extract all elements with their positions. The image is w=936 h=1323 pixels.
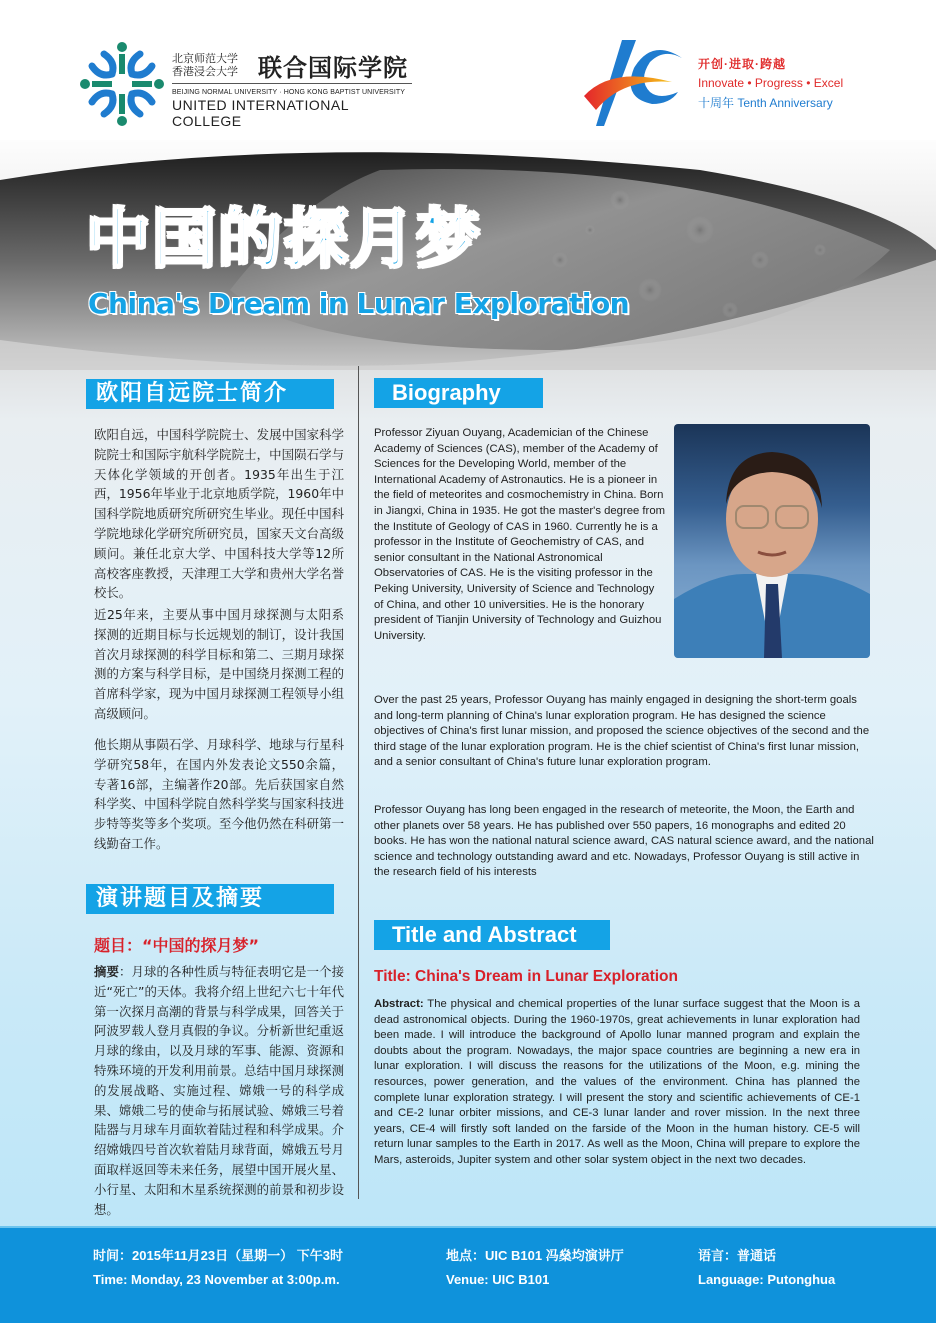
uic-parent-universities-cn bbox=[172, 53, 256, 79]
poster-title-cn: 中国的探月梦 bbox=[86, 203, 482, 277]
event-language bbox=[698, 1244, 835, 1292]
column-divider bbox=[358, 366, 359, 1199]
poster-title-en: China's Dream in Lunar Exploration bbox=[88, 287, 630, 320]
anniversary-motto-en: Innovate • Progress • Excel bbox=[698, 76, 844, 90]
event-time-cn: 时间：2015年11月23日（星期一） 下午3时 bbox=[93, 1248, 343, 1263]
event-language-cn: 语言：普通话 bbox=[698, 1248, 777, 1263]
event-language-en: Language: Putonghua bbox=[698, 1272, 836, 1287]
tenth-anniversary-label: 十周年 Tenth Anniversary bbox=[698, 96, 833, 110]
poster-header bbox=[0, 0, 936, 140]
bio-paragraph-cn-2: 近25年来，主要从事中国月球探测与太阳系探测的近期目标与长远规划的制订，设计我国首次月球探测的科学目标和第二、三期月球探测的方案与科学目标，是中国绕月探测工程的首席科学家，现为中国月球探测工程领导小组高级顾问。 bbox=[94, 607, 344, 721]
uic-wordmark bbox=[172, 50, 412, 129]
abstract-cn bbox=[94, 962, 344, 1219]
abstract-text-cn: ：月球的各种性质与特征表明它是一个接近“死亡”的天体。我将介绍上世纪六七十年代第一次探月高潮的背景与科学成果，回答关于阿波罗载人登月真假的争议。分析新世纪重返月球的缘由，以及月球的军事、能源、资源和特殊环境的开发利用前景。总结中国月球探测的发展战略、实施过程、嫦娥一号的科学成果、嫦娥二号的使命与拓展试验、嫦娥三号着陆器与月球车月面软着陆过程和科学成果。介绍嫦娥四号首次软着陆月球背面，嫦娥五号月面取样返回等未来任务，展望中国开展火星、小行星、太阳和木星系统探测的前景和初步设想。 bbox=[94, 964, 345, 1217]
abstract-en bbox=[374, 997, 860, 1169]
anniversary-motto-cn: 开创·进取·跨越 bbox=[698, 57, 786, 71]
bnu-name-cn: 北京师范大学 bbox=[172, 52, 238, 65]
abstract-label-cn: 摘要 bbox=[94, 964, 120, 979]
event-venue-en: Venue: UIC B101 bbox=[446, 1272, 550, 1287]
uic-parent-universities-en: BEIJING NORMAL UNIVERSITY · HONG KONG BAPTIST UNIVERSITY bbox=[172, 89, 406, 96]
bio-paragraph-cn-1: 欧阳自远，中国科学院院士、发展中国家科学院院士和国际宇航科学院院士，中国陨石学与天体化学领域的开创者。1935年出生于江西，1956年毕业于北京地质学院，1960年中国科学院地质研究所研究生毕业。现任中国科学院地球化学研究所研究员，国家天文台高级顾问。兼任北京大学、中国科技大学等12所高校客座教授，天津理工大学和贵州大学名誉校长。 bbox=[94, 427, 344, 601]
abstract-label-en: Abstract: bbox=[374, 998, 424, 1010]
bio-paragraph-en-2: Over the past 25 years, Professor Ouyang has mainly engaged in designing the short-term goals and long-term planning of China's lunar exploration program. He has designed the science objectives of China's first lunar mission, and proposed the science objectives of the second and the third stage of the lunar exploration program. He is the chief scientist of China's first lunar mission, and a senior consultant of China's future lunar exploration program. bbox=[374, 694, 870, 769]
event-time bbox=[93, 1244, 343, 1292]
anniversary-wordmark bbox=[698, 55, 843, 111]
bio-heading-en: Biography bbox=[374, 378, 543, 408]
uic-name-cn: 联合国际学院 bbox=[258, 55, 408, 82]
talk-title-en: Title: China's Dream in Lunar Exploration bbox=[374, 968, 678, 985]
hkbu-name-cn: 香港浸会大学 bbox=[172, 65, 238, 78]
event-venue bbox=[446, 1244, 624, 1292]
event-venue-cn: 地点：UIC B101 冯燊均演讲厅 bbox=[446, 1248, 624, 1263]
portrait-photo bbox=[674, 424, 870, 658]
uic-name-en: UNITED INTERNATIONAL COLLEGE bbox=[172, 97, 349, 129]
event-info-footer bbox=[0, 1226, 936, 1323]
event-time-en: Time: Monday, 23 November at 3:00p.m. bbox=[93, 1272, 340, 1287]
bio-paragraph-cn-3: 他长期从事陨石学、月球科学、地球与行星科学研究58年，在国内外发表论文550余篇，专著16部，主编著作20部。先后获国家自然科学奖、中国科学院自然科学奖与国家科技进步特等奖等多个奖项。至今他仍然在科研第一线勤奋工作。 bbox=[94, 737, 344, 851]
uic-logo-icon bbox=[78, 40, 166, 128]
talk-heading-cn: 演讲题目及摘要 bbox=[86, 884, 334, 914]
tenth-anniversary-logo-icon bbox=[582, 38, 692, 130]
bio-paragraph-en-1: Professor Ziyuan Ouyang, Academician of the Chinese Academy of Sciences (CAS), member of the Academy of Sciences for the Developing World, member of the International Academy of Astronautics. He is a pioneer in the field of meteorites and cosmochemistry in China. Born in Jiangxi, China in 1935. He got the master's degree from the Institute of Geology of CAS in 1960. Currently he is a professor in the Institute of Geochemistry of CAS, and senior consultant in the National Astronomical Observatories of CAS. He is the visiting professor in the Peking University, University of Science and Technology of China, and other 10 universities. He is the honorary president of Tianjin University of Technology and Guizhou University. bbox=[374, 427, 666, 642]
portrait-illustration bbox=[674, 424, 870, 658]
abstract-text-en: The physical and chemical properties of the lunar surface suggest that the Moon is a dead astronomical objects. During the 1960-1970s, great achievements in lunar exploration had been made. I will introduce the background of Apollo lunar manned program and explain the doubts about the program. Nowadays, the major space countries are beginning a new era in lunar exploration. I will discuss the reasons for the utilizations of the Moon, e.g. mining the resources, power generation, and the values of the environment. China has planned the complete lunar exploration strategy. I will present the story and scientific achievements of CE-1 and CE-2 lunar orbiter missions, and CE-3 lunar lander and rover mission. In the next three years, CE-4 will firstly soft landed on the farside of the Moon in the human history. CE-5 will return lunar samples to the Earth in 2017. As well as the Moon, China will prepare to explore the Mars, asteroids, Jupiter system and other solar system object in the next two decades. bbox=[374, 998, 860, 1166]
bio-heading-cn: 欧阳自远院士简介 bbox=[86, 379, 334, 409]
talk-heading-en: Title and Abstract bbox=[374, 920, 610, 950]
bio-paragraph-en-3: Professor Ouyang has long been engaged in the research of meteorite, the Moon, the Earth and other planets over 58 years. He has published over 550 papers, 16 monographs and edited 20 books. He has won the national natural science award, CAS natural science award, and the national science and technology outstanding award and etc. Nowadays, Professor Ouyang is still active in the research field of his interests bbox=[374, 804, 874, 879]
talk-title-cn: 题目：“中国的探月梦” bbox=[94, 936, 260, 955]
